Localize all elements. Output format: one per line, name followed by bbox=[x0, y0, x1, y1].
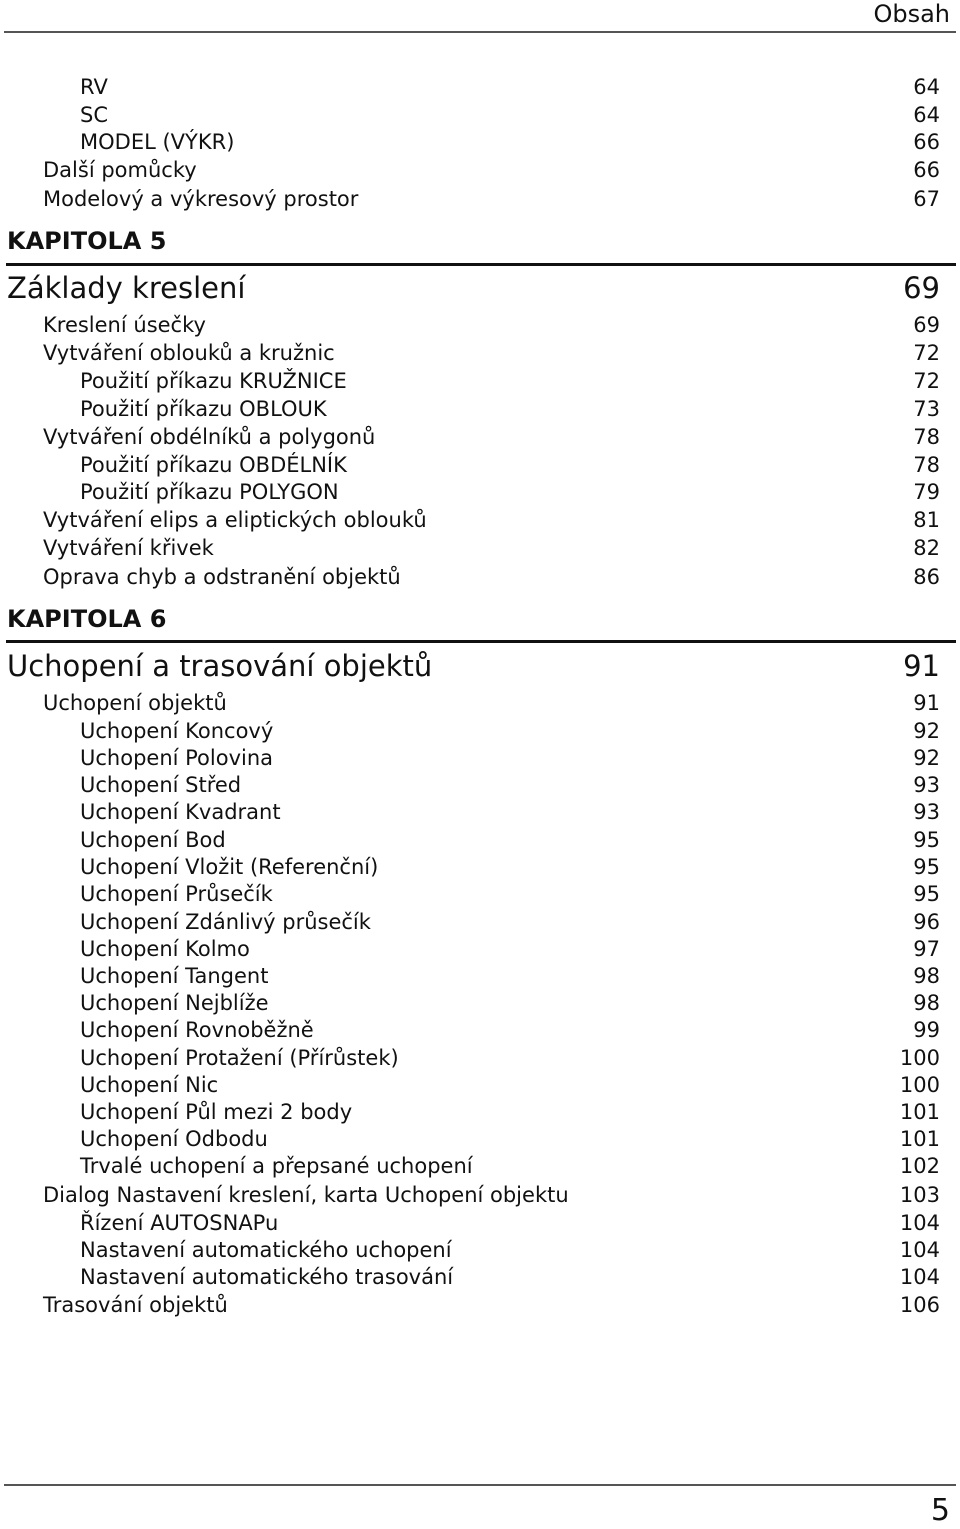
chapter-title: Základy kreslení bbox=[7, 271, 246, 305]
toc-entry[interactable] bbox=[0, 1210, 940, 1236]
toc-entry[interactable] bbox=[0, 535, 940, 561]
toc-entry-page: 69 bbox=[913, 313, 940, 337]
chapter-5-title-entry[interactable] bbox=[7, 271, 940, 305]
toc-entry[interactable] bbox=[0, 129, 940, 155]
toc-entry-title: Uchopení Odbodu bbox=[80, 1127, 268, 1151]
toc-entry[interactable] bbox=[0, 1099, 940, 1125]
chapter-6-label: KAPITOLA 6 bbox=[7, 605, 167, 633]
toc-entry-title: Řízení AUTOSNAPu bbox=[80, 1211, 279, 1235]
toc-entry-title: Uchopení objektů bbox=[43, 691, 227, 715]
toc-entry-page: 106 bbox=[899, 1293, 940, 1317]
toc-entry[interactable] bbox=[0, 963, 940, 989]
toc-entry[interactable] bbox=[0, 564, 940, 590]
chapter-page: 91 bbox=[903, 649, 940, 683]
toc-entry-page: 100 bbox=[899, 1073, 940, 1097]
toc-entry-title: Uchopení Koncový bbox=[80, 719, 274, 743]
toc-entry-title: Vytváření oblouků a kružnic bbox=[43, 341, 335, 365]
toc-entry-page: 72 bbox=[913, 369, 940, 393]
toc-entry[interactable] bbox=[0, 827, 940, 853]
toc-entry-page: 78 bbox=[913, 425, 940, 449]
toc-entry[interactable] bbox=[0, 718, 940, 744]
toc-entry[interactable] bbox=[0, 772, 940, 798]
toc-entry-title: Kreslení úsečky bbox=[43, 313, 206, 337]
toc-entry[interactable] bbox=[0, 1126, 940, 1152]
toc-entry[interactable] bbox=[0, 690, 940, 716]
toc-entry[interactable] bbox=[0, 312, 940, 338]
toc-entry-page: 86 bbox=[913, 565, 940, 589]
toc-entry[interactable] bbox=[0, 1292, 940, 1318]
footer-divider bbox=[4, 1484, 956, 1486]
toc-entry-title: Uchopení Rovnoběžně bbox=[80, 1018, 314, 1042]
toc-entry-page: 104 bbox=[899, 1238, 940, 1262]
toc-entry-page: 101 bbox=[899, 1127, 940, 1151]
toc-entry-title: Vytváření obdélníků a polygonů bbox=[43, 425, 376, 449]
toc-entry[interactable] bbox=[0, 396, 940, 422]
toc-entry-page: 64 bbox=[913, 103, 940, 127]
toc-entry-title: Uchopení Kolmo bbox=[80, 937, 250, 961]
toc-entry-page: 67 bbox=[913, 187, 940, 211]
toc-entry-page: 99 bbox=[913, 1018, 940, 1042]
toc-entry-title: Uchopení Bod bbox=[80, 828, 226, 852]
toc-entry-page: 104 bbox=[899, 1211, 940, 1235]
toc-entry-page: 100 bbox=[899, 1046, 940, 1070]
toc-entry-page: 95 bbox=[913, 882, 940, 906]
toc-entry-title: Uchopení Střed bbox=[80, 773, 242, 797]
toc-entry-title: Nastavení automatického uchopení bbox=[80, 1238, 452, 1262]
chapter-title: Uchopení a trasování objektů bbox=[7, 649, 433, 683]
toc-entry-page: 73 bbox=[913, 397, 940, 421]
toc-entry-title: Uchopení Vložit (Referenční) bbox=[80, 855, 379, 879]
toc-entry[interactable] bbox=[0, 1072, 940, 1098]
toc-entry[interactable] bbox=[0, 186, 940, 212]
toc-entry-title: Trvalé uchopení a přepsané uchopení bbox=[80, 1154, 473, 1178]
toc-entry[interactable] bbox=[0, 157, 940, 183]
toc-entry-page: 98 bbox=[913, 991, 940, 1015]
toc-entry[interactable] bbox=[0, 507, 940, 533]
toc-entry-title: RV bbox=[80, 75, 108, 99]
toc-entry-title: Oprava chyb a odstranění objektů bbox=[43, 565, 401, 589]
toc-entry-title: Použití příkazu KRUŽNICE bbox=[80, 369, 347, 393]
toc-entry[interactable] bbox=[0, 936, 940, 962]
toc-entry-page: 91 bbox=[913, 691, 940, 715]
toc-entry-page: 93 bbox=[913, 800, 940, 824]
toc-entry-page: 102 bbox=[899, 1154, 940, 1178]
toc-entry-title: Uchopení Zdánlivý průsečík bbox=[80, 910, 371, 934]
toc-entry-page: 72 bbox=[913, 341, 940, 365]
page-number: 5 bbox=[930, 1493, 950, 1528]
toc-entry-page: 78 bbox=[913, 453, 940, 477]
toc-entry-title: Uchopení Polovina bbox=[80, 746, 274, 770]
toc-entry[interactable] bbox=[0, 854, 940, 880]
toc-entry[interactable] bbox=[0, 799, 940, 825]
toc-entry-title: Uchopení Nic bbox=[80, 1073, 219, 1097]
toc-entry-page: 98 bbox=[913, 964, 940, 988]
toc-entry[interactable] bbox=[0, 102, 940, 128]
toc-entry-page: 93 bbox=[913, 773, 940, 797]
chapter-5-label: KAPITOLA 5 bbox=[7, 227, 167, 255]
toc-entry-page: 82 bbox=[913, 536, 940, 560]
toc-entry-title: Použití příkazu OBLOUK bbox=[80, 397, 327, 421]
toc-entry-title: Vytváření elips a eliptických oblouků bbox=[43, 508, 427, 532]
toc-entry[interactable] bbox=[0, 745, 940, 771]
toc-entry-title: Další pomůcky bbox=[43, 158, 197, 182]
toc-entry-title: Trasování objektů bbox=[43, 1293, 228, 1317]
toc-entry-page: 95 bbox=[913, 855, 940, 879]
toc-entry[interactable] bbox=[0, 479, 940, 505]
toc-entry-title: Vytváření křivek bbox=[43, 536, 214, 560]
toc-entry[interactable] bbox=[0, 881, 940, 907]
toc-entry[interactable] bbox=[0, 1045, 940, 1071]
toc-entry-title: Použití příkazu POLYGON bbox=[80, 480, 339, 504]
toc-entry-page: 66 bbox=[913, 130, 940, 154]
toc-entry[interactable] bbox=[0, 368, 940, 394]
toc-entry[interactable] bbox=[0, 1264, 940, 1290]
toc-entry-title: SC bbox=[80, 103, 108, 127]
toc-entry-page: 64 bbox=[913, 75, 940, 99]
toc-entry[interactable] bbox=[0, 1237, 940, 1263]
toc-entry-title: Uchopení Kvadrant bbox=[80, 800, 281, 824]
chapter-page: 69 bbox=[903, 271, 940, 305]
toc-entry[interactable] bbox=[0, 74, 940, 100]
toc-entry-page: 79 bbox=[913, 480, 940, 504]
toc-entry-page: 97 bbox=[913, 937, 940, 961]
toc-entry[interactable] bbox=[0, 909, 940, 935]
toc-entry[interactable] bbox=[0, 1153, 940, 1179]
toc-entry[interactable] bbox=[0, 990, 940, 1016]
header-divider bbox=[4, 31, 956, 33]
toc-entry-title: Použití příkazu OBDÉLNÍK bbox=[80, 453, 347, 477]
chapter-6-divider bbox=[6, 640, 956, 643]
toc-entry[interactable] bbox=[0, 1017, 940, 1043]
toc-entry-page: 96 bbox=[913, 910, 940, 934]
toc-entry-page: 95 bbox=[913, 828, 940, 852]
chapter-6-title-entry[interactable] bbox=[7, 649, 940, 683]
toc-entry-title: Uchopení Půl mezi 2 body bbox=[80, 1100, 353, 1124]
running-header-title: Obsah bbox=[873, 0, 950, 28]
toc-entry-title: Uchopení Nejblíže bbox=[80, 991, 269, 1015]
toc-entry[interactable] bbox=[0, 424, 940, 450]
toc-entry-page: 81 bbox=[913, 508, 940, 532]
toc-entry-page: 101 bbox=[899, 1100, 940, 1124]
chapter-5-divider bbox=[6, 263, 956, 266]
toc-entry-title: MODEL (VÝKR) bbox=[80, 130, 235, 154]
toc-entry-title: Uchopení Průsečík bbox=[80, 882, 273, 906]
toc-entry-title: Uchopení Tangent bbox=[80, 964, 269, 988]
toc-entry[interactable] bbox=[0, 452, 940, 478]
toc-entry-page: 103 bbox=[899, 1183, 940, 1207]
toc-entry-title: Modelový a výkresový prostor bbox=[43, 187, 359, 211]
toc-entry[interactable] bbox=[0, 1182, 940, 1208]
toc-entry-page: 66 bbox=[913, 158, 940, 182]
toc-entry-title: Uchopení Protažení (Přírůstek) bbox=[80, 1046, 399, 1070]
toc-entry-page: 92 bbox=[913, 746, 940, 770]
toc-entry-page: 92 bbox=[913, 719, 940, 743]
toc-entry-page: 104 bbox=[899, 1265, 940, 1289]
toc-entry-title: Dialog Nastavení kreslení, karta Uchopení objektu bbox=[43, 1183, 569, 1207]
toc-entry-title: Nastavení automatického trasování bbox=[80, 1265, 454, 1289]
toc-entry[interactable] bbox=[0, 340, 940, 366]
